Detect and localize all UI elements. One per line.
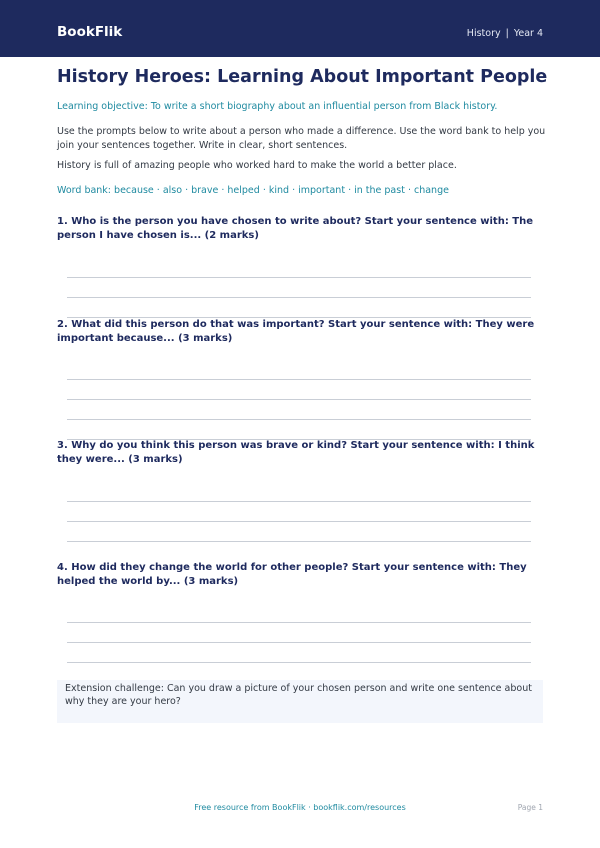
page-number: Page 1	[517, 803, 543, 812]
intro-fact: History is full of amazing people who worked hard to make the world a better place.	[57, 160, 457, 171]
answer-line[interactable]	[67, 379, 531, 380]
word-bank: Word bank: because · also · brave · helped · kind · important · in the past · change	[57, 185, 449, 196]
answer-line[interactable]	[67, 521, 531, 522]
worksheet-title: History Heroes: Learning About Important People	[57, 67, 548, 87]
extension-challenge: Extension challenge: Can you draw a picture of your chosen person and write one sentence about why they are your hero?	[57, 680, 543, 723]
meta-separator: |	[505, 28, 509, 39]
answer-line[interactable]	[67, 419, 531, 420]
subject-label: History	[466, 28, 501, 39]
brand-logo: BookFlik	[57, 24, 123, 40]
answer-line[interactable]	[67, 501, 531, 502]
answer-line[interactable]	[67, 541, 531, 542]
answer-line[interactable]	[67, 622, 531, 623]
header-meta	[467, 27, 543, 40]
answer-line[interactable]	[67, 662, 531, 663]
page-header	[0, 0, 600, 57]
answer-line[interactable]	[67, 399, 531, 400]
question-3: 3. Why do you think this person was brave or kind? Start your sentence with: I think they were... (3 marks)	[57, 440, 535, 465]
year-label: Year 4	[513, 28, 543, 39]
instructions: Use the prompts below to write about a person who made a difference. Use the word bank to help you join your sentences together. Write in clear, short sentences.	[57, 126, 546, 151]
footer-credit[interactable]: Free resource from BookFlik · bookflik.com/resources	[194, 803, 406, 812]
question-4: 4. How did they change the world for other people? Start your sentence with: They helped the world by... (3 marks)	[57, 562, 527, 587]
learning-objective: Learning objective: To write a short biography about an influential person from Black history.	[57, 101, 498, 112]
answer-line[interactable]	[67, 642, 531, 643]
answer-line[interactable]	[67, 297, 531, 298]
answer-line[interactable]	[67, 277, 531, 278]
question-2: 2. What did this person do that was important? Start your sentence with: They were important because... (3 marks)	[57, 319, 535, 344]
question-1: 1. Who is the person you have chosen to write about? Start your sentence with: The person I have chosen is... (2 marks)	[57, 216, 534, 241]
